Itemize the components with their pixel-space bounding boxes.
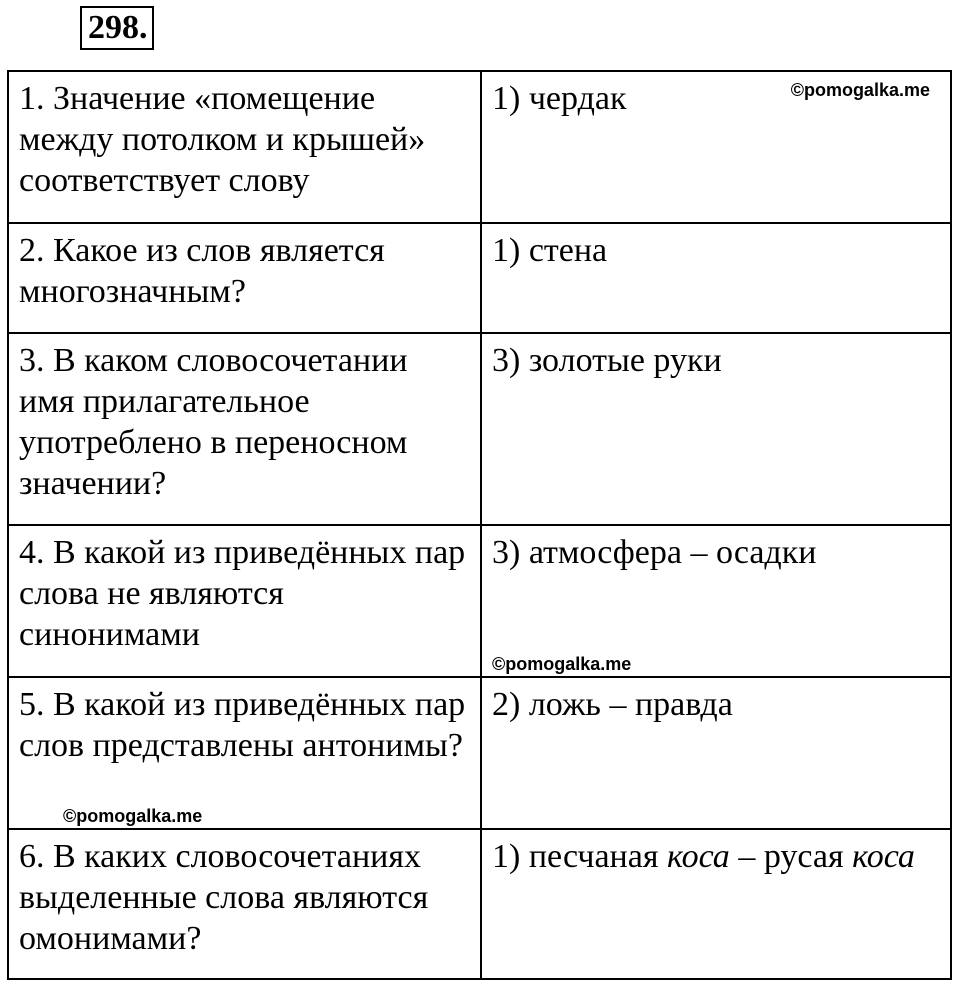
answer-cell — [481, 71, 951, 223]
question-cell: 3. В каком словосочетании имя прилагательное употреблено в переносном значении? — [8, 333, 481, 525]
table-row — [8, 677, 951, 829]
answer-middle: – русая — [729, 838, 853, 875]
table-row — [8, 71, 951, 223]
highlighted-word: коса — [852, 838, 915, 875]
answer-text: 1) чердак — [492, 80, 627, 117]
answer-text: 3) атмосфера – осадки — [492, 534, 817, 571]
watermark: ©pomogalka.me — [63, 806, 203, 826]
table-row — [8, 525, 951, 677]
answer-cell — [481, 525, 951, 677]
answer-cell — [481, 829, 951, 979]
answer-cell: 3) золотые руки — [481, 333, 951, 525]
answer-prefix: 1) песчаная — [492, 838, 667, 875]
exercise-number — [80, 6, 154, 50]
question-cell: 1. Значение «помещение между потолком и крышей» соответствует слову — [8, 71, 481, 223]
table-row — [8, 333, 951, 525]
answer-cell: 2) ложь – правда — [481, 677, 951, 829]
exercise-number-dot: . — [139, 9, 148, 46]
question-cell — [8, 677, 481, 829]
question-cell: 2. Какое из слов является многозначным? — [8, 223, 481, 333]
watermark: ©pomogalka.me — [790, 80, 930, 100]
highlighted-word: коса — [666, 838, 730, 875]
watermark: ©pomogalka.me — [492, 654, 632, 674]
table-row — [8, 829, 951, 979]
exercise-number-text: 298 — [88, 9, 139, 46]
question-cell: 4. В какой из приведённых пар слова не являются синонимами — [8, 525, 481, 677]
table-row — [8, 223, 951, 333]
answer-cell: 1) стена — [481, 223, 951, 333]
question-cell: 6. В каких словосочетаниях выделенные слова являются омонимами? — [8, 829, 481, 979]
question-text: 5. В какой из приведённых пар слов представлены антонимы? — [19, 686, 466, 764]
answers-table — [7, 70, 952, 980]
